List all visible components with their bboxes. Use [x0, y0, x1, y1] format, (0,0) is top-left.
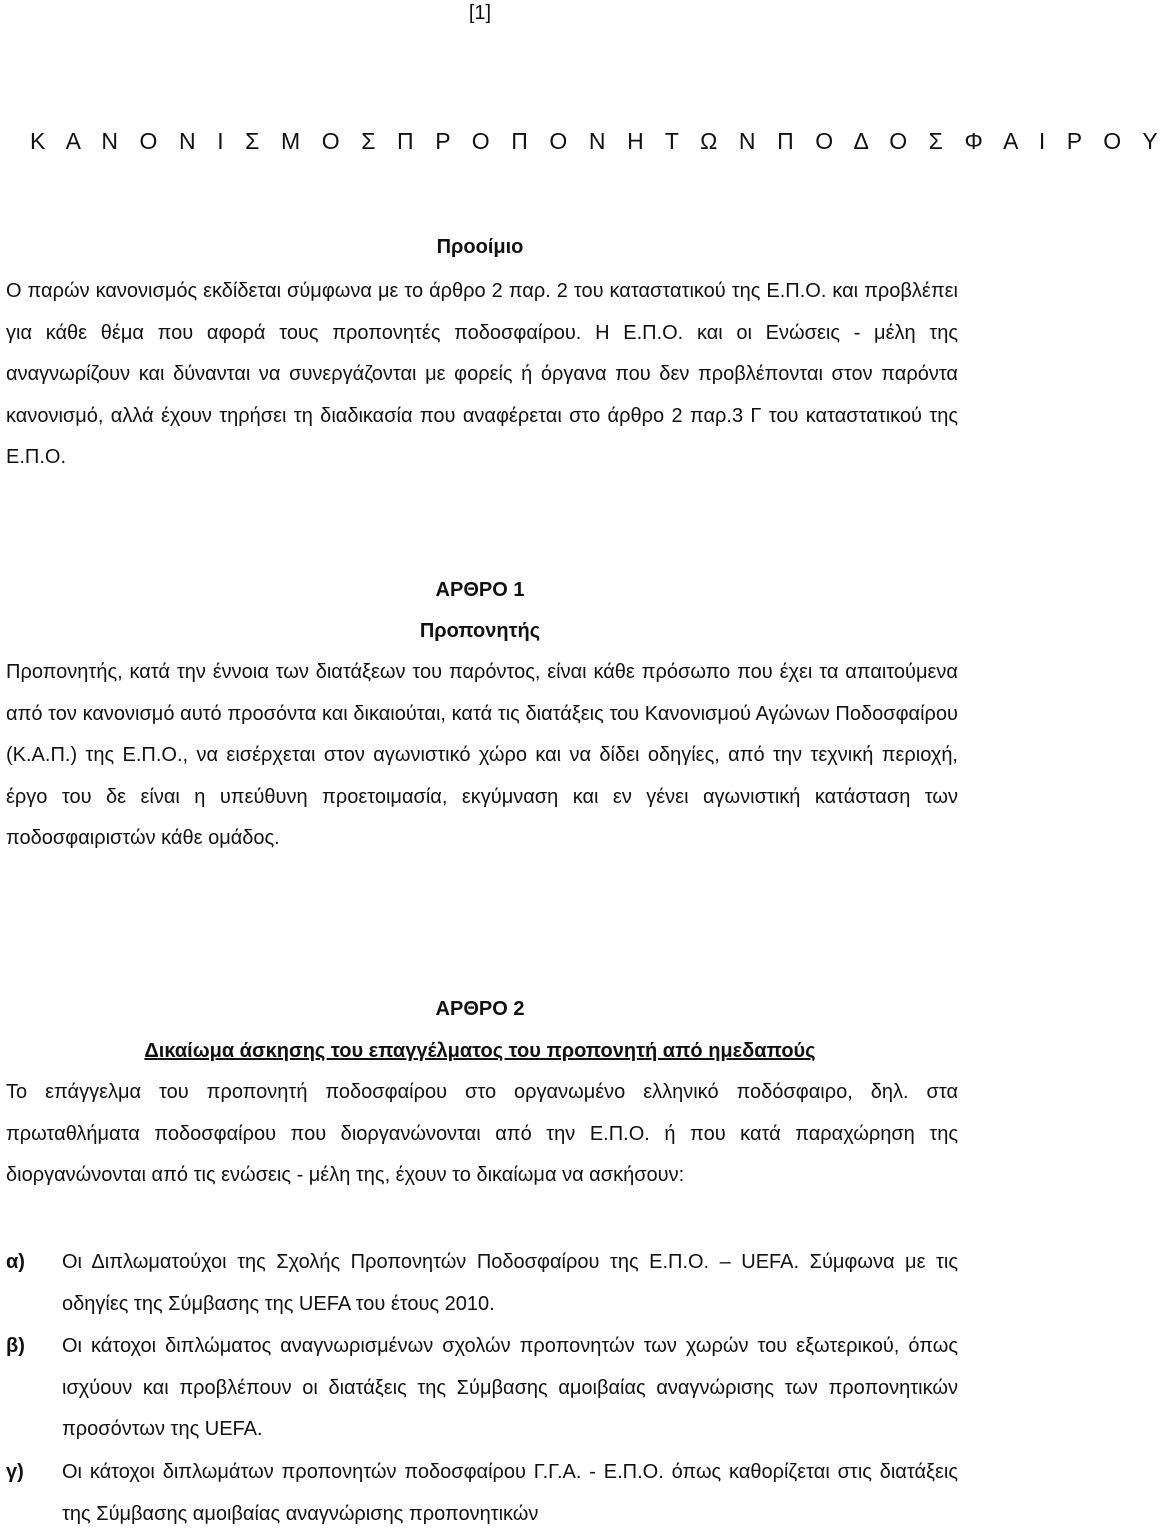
list-marker: γ): [6, 1461, 24, 1483]
article-1-text: Προπονητής, κατά την έννοια των διατάξεων του παρόντος, είναι κάθε πρόσωπο που έχει τα απαιτούμενα από τον κανονισμό αυτό προσόντα και δικαιούται, κατά τις διατάξεις του Κανονισμού Αγώνων Ποδοσφαίρου (Κ.Α.Π.) της Ε.Π.Ο., να εισέρχεται στον αγωνιστικό χώρο και να δίδει οδηγίες, από την τεχνική περιοχή, έργο του δε είναι η υπεύθυνη προετοιμασία, εκγύμναση και εν γένει αγωνιστική κατάσταση των ποδοσφαιριστών κάθε ομάδος.: [6, 661, 958, 850]
document-title: Κ Α Ν Ο Ν Ι Σ Μ Ο Σ Π Ρ Ο Π Ο Ν Η Τ Ω Ν Π Ο Δ Ο Σ Φ Α Ι Ρ Ο Υ: [30, 128, 1165, 154]
list-item-text: Οι κάτοχοι διπλωμάτων προπονητών ποδοσφαίρου Γ.Γ.Α. - Ε.Π.Ο. όπως καθορίζεται στις διατάξεις της Σύμβασης αμοιβαίας αναγνώρισης προπονητικών: [62, 1461, 958, 1525]
list-marker: β): [6, 1335, 25, 1357]
article-2-subheading: Δικαίωμα άσκησης του επαγγέλματος του προπονητή από ημεδαπούς: [144, 1040, 816, 1062]
preamble-heading: Προοίμιο: [436, 236, 524, 258]
list-marker: α): [6, 1251, 25, 1273]
list-item-text: Οι Διπλωματούχοι της Σχολής Προπονητών Ποδοσφαίρου της Ε.Π.Ο. – UEFA. Σύμφωνα με τις οδηγίες της Σύμβασης της UEFA του έτους 2010.: [62, 1251, 958, 1315]
preamble-text: Ο παρών κανονισμός εκδίδεται σύμφωνα με το άρθρο 2 παρ. 2 του καταστατικού της Ε.Π.Ο. και προβλέπει για κάθε θέμα που αφορά τους προπονητές ποδοσφαίρου. Η Ε.Π.Ο. και οι Ενώσεις - μέλη της αναγνωρίζουν και δύνανται να συνεργάζονται με φορείς ή όργανα που δεν προβλέπονται στον παρόντα κανονισμό, αλλά έχουν τηρήσει τη διαδικασία που αναφέρεται στο άρθρο 2 παρ.3 Γ του καταστατικού της Ε.Π.Ο.: [6, 280, 958, 469]
article-1-subheading: Προπονητής: [419, 620, 541, 642]
page-number: [1]: [468, 2, 492, 24]
list-item-text: Οι κάτοχοι διπλώματος αναγνωρισμένων σχολών προπονητών των χωρών του εξωτερικού, όπως ισχύουν και προβλέπουν οι διατάξεις της Σύμβασης αμοιβαίας αναγνώρισης των προπονητικών προσόντων της UEFA.: [62, 1335, 958, 1441]
article-2-heading: ΑΡΘΡΟ 2: [435, 998, 525, 1020]
article-1-heading: ΑΡΘΡΟ 1: [435, 579, 525, 601]
article-2-text: Το επάγγελμα του προπονητή ποδοσφαίρου στο οργανωμένο ελληνικό ποδόσφαιρο, δηλ. στα πρωταθλήματα ποδοσφαίρου που διοργανώνονται από την Ε.Π.Ο. ή που κατά παραχώρηση της διοργανώνονται από τις ενώσεις - μέλη της, έχουν το δικαίωμα να ασκήσουν:: [6, 1081, 958, 1187]
